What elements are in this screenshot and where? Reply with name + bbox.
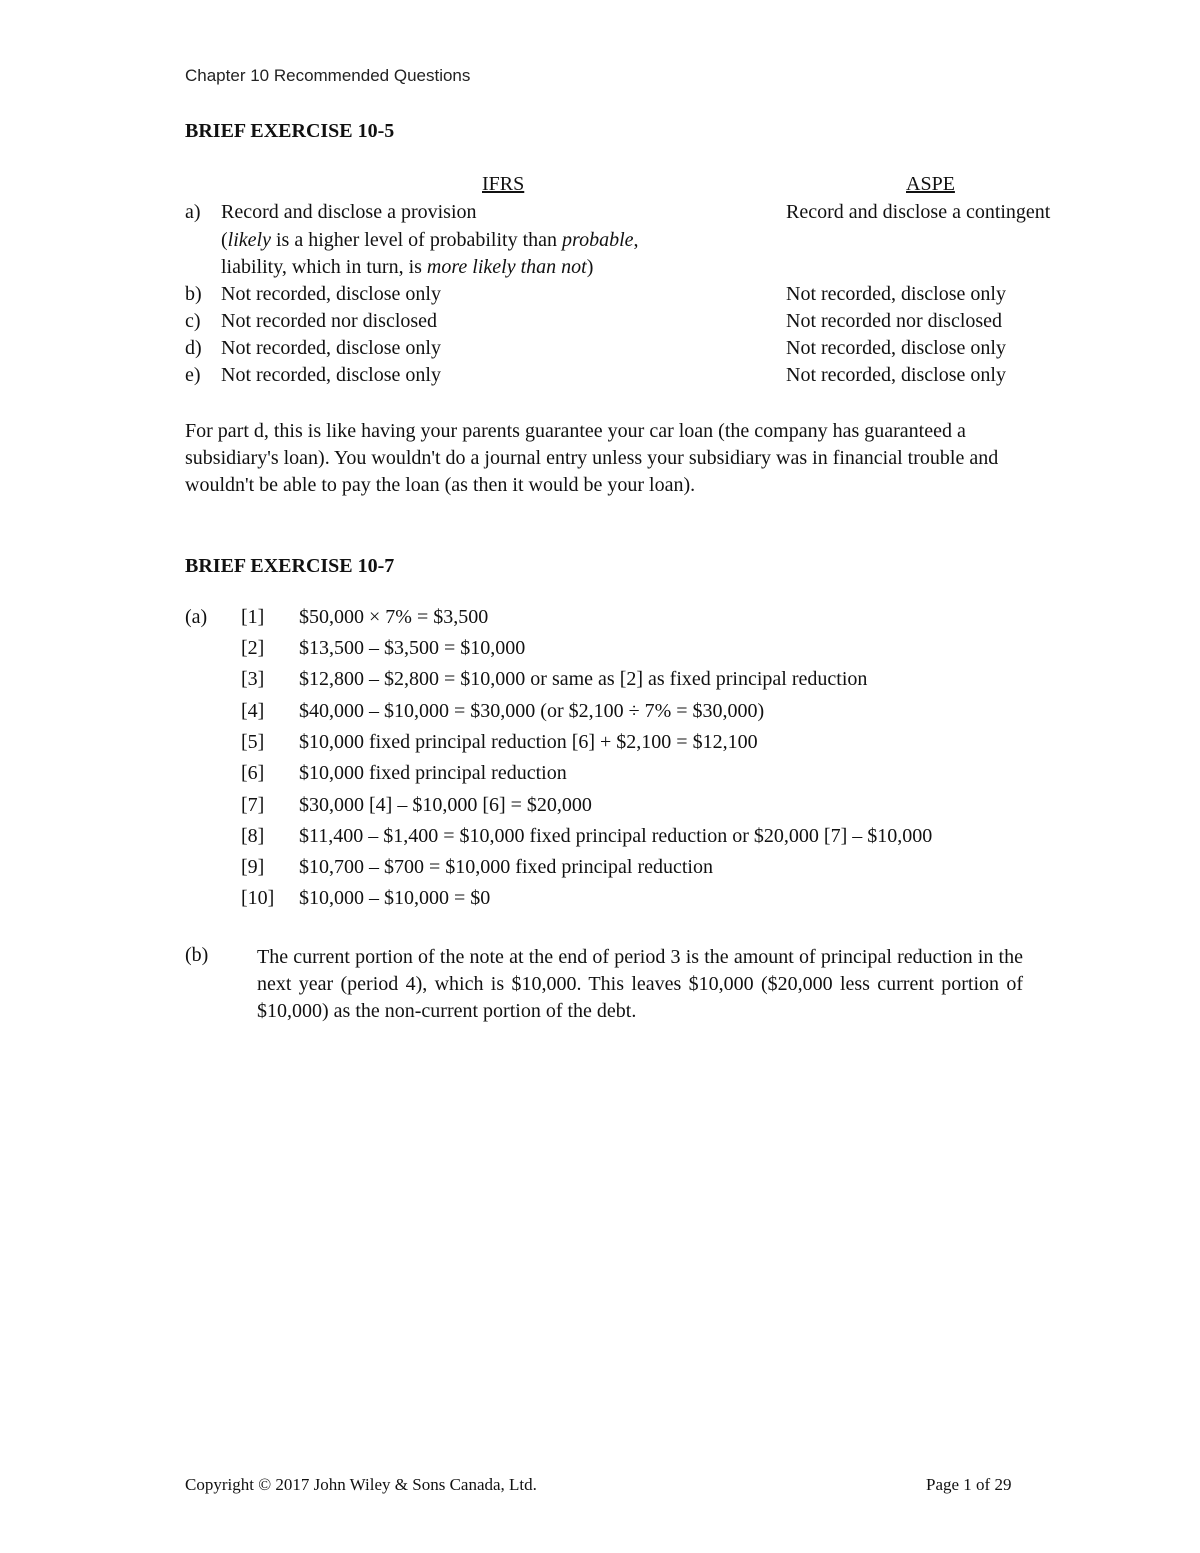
calc-text: $40,000 – $10,000 = $30,000 (or $2,100 ÷ 7% = $30,000) [299,700,765,722]
probability-note-line1: (likely is a higher level of probability than probable, [221,229,639,251]
calc-num: [8] [241,825,265,847]
calc-text: $10,000 fixed principal reduction [6] + $2,100 = $12,100 [299,731,758,753]
part-b-text: The current portion of the note at the end of period 3 is the amount of principal reduction in the next year (period 4), which is $10,000. This leaves $10,000 ($20,000 less current portion of $10,000) as the non-current portion of the debt. [257,946,1023,1022]
calc-num: [2] [241,637,265,659]
calc-text: $50,000 × 7% = $3,500 [299,606,489,628]
ifrs-cell: Record and disclose a provision [221,201,477,223]
calc-text: $11,400 – $1,400 = $10,000 fixed principal reduction or $20,000 [7] – $10,000 [299,825,933,847]
aspe-cell: Record and disclose a contingent [786,201,1051,223]
aspe-cell: Not recorded, disclose only [786,337,1006,359]
ifrs-cell: Not recorded, disclose only [221,337,441,359]
footer-copyright: Copyright © 2017 John Wiley & Sons Canada, Ltd. [185,1475,537,1494]
calc-num: [1] [241,606,265,628]
calc-num: [9] [241,856,265,878]
aspe-cell: Not recorded nor disclosed [786,310,1003,332]
footer-page-number: Page 1 of 29 [926,1475,1012,1494]
calc-text: $10,700 – $700 = $10,000 fixed principal reduction [299,856,713,878]
calc-num: [3] [241,668,265,690]
section-title-be-10-7: BRIEF EXERCISE 10-7 [185,555,395,577]
calc-text: $10,000 – $10,000 = $0 [299,887,491,909]
calc-text: $30,000 [4] – $10,000 [6] = $20,000 [299,794,592,816]
section-title-be-10-5: BRIEF EXERCISE 10-5 [185,120,395,142]
calc-text: $13,500 – $3,500 = $10,000 [299,637,526,659]
calc-num: [7] [241,794,265,816]
calc-num: [10] [241,887,275,909]
ifrs-cell: Not recorded nor disclosed [221,310,438,332]
row-letter: a) [185,201,201,223]
calc-text: $10,000 fixed principal reduction [299,762,567,784]
aspe-cell: Not recorded, disclose only [786,283,1006,305]
row-letter: c) [185,310,201,332]
row-letter: e) [185,364,201,386]
page-header: Chapter 10 Recommended Questions [185,66,471,85]
row-letter: b) [185,283,202,305]
part-b-label: (b) [185,944,209,966]
calc-num: [6] [241,762,265,784]
ifrs-cell: Not recorded, disclose only [221,364,441,386]
calc-text: $12,800 – $2,800 = $10,000 or same as [2] as fixed principal reduction [299,668,868,690]
column-header-aspe: ASPE [906,173,955,195]
probability-note-line2: liability, which in turn, is more likely than not) [221,256,594,278]
part-d-explanation: For part d, this is like having your parents guarantee your car loan (the company has guaranteed a subsidiary's loan). You wouldn't do a journal entry unless your subsidiary was in financial trouble and wouldn't be able to pay the loan (as then it would be your loan). [185,420,999,496]
calc-num: [4] [241,700,265,722]
aspe-cell: Not recorded, disclose only [786,364,1006,386]
column-header-ifrs: IFRS [482,173,525,195]
calc-num: [5] [241,731,265,753]
row-letter: d) [185,337,202,359]
ifrs-cell: Not recorded, disclose only [221,283,441,305]
part-a-label: (a) [185,606,208,628]
